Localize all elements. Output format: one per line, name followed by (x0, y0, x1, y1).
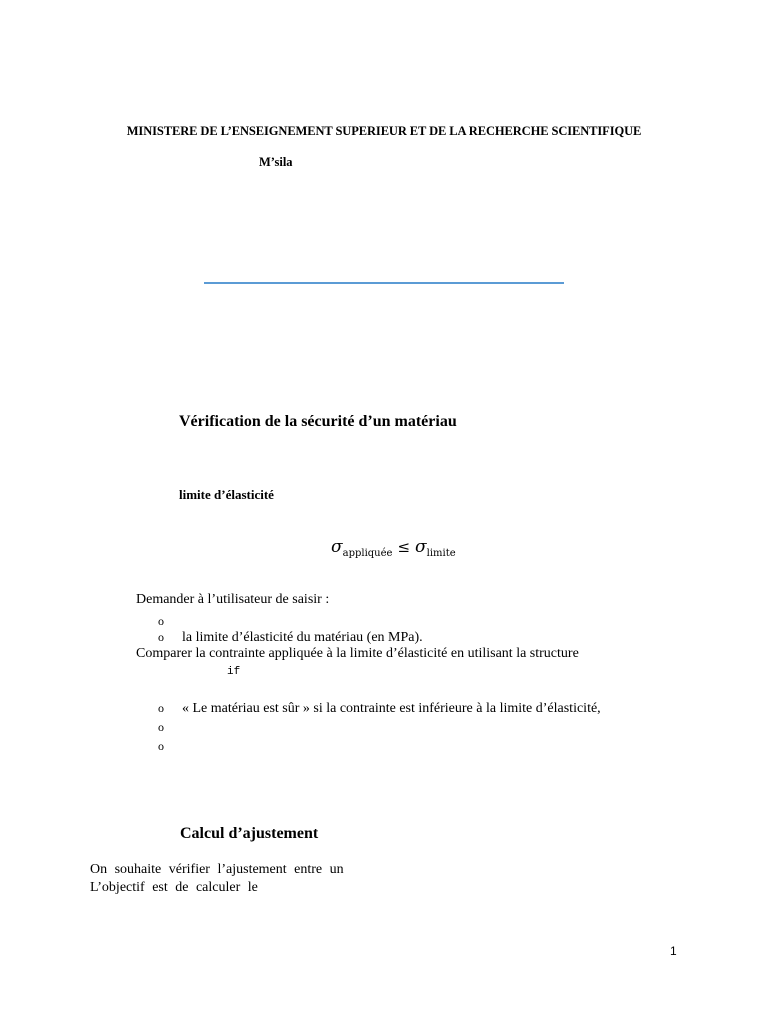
subtitle-elasticity: limite d’élasticité (179, 487, 274, 502)
result-list-item (158, 699, 601, 717)
compare-text: Comparer la contrainte appliquée à la limite d’élasticité en utilisant la structure (136, 646, 579, 661)
paragraph-line-1: On souhaite vérifier l’ajustement entre un (90, 862, 344, 877)
ministry-title: MINISTERE DE L’ENSEIGNEMENT SUPERIEUR ET DE LA RECHERCHE SCIENTIFIQUE (126, 124, 642, 138)
sigma-symbol-right: σ (415, 537, 427, 557)
instruction-text: Demander à l’utilisateur de saisir : (136, 592, 330, 607)
less-equal-operator: ≤ (397, 538, 411, 556)
bullet-marker: o (158, 720, 164, 734)
formula (331, 537, 456, 559)
section-title-adjustment: Calcul d’ajustement (180, 825, 319, 842)
city-name: M’sila (259, 155, 293, 169)
bullet-marker: o (158, 630, 164, 644)
section-title-verification: Vérification de la sécurité d’un matériau (179, 413, 457, 430)
result-list-item (158, 718, 178, 736)
list-item-text: la limite d’élasticité du matériau (en MPa). (182, 630, 423, 645)
code-keyword-if: if (227, 666, 241, 678)
paragraph-line-2: L’objectif est de calculer le (90, 880, 258, 895)
bullet-marker: o (158, 701, 164, 715)
result-list-item (158, 737, 178, 755)
bullet-marker: o (158, 614, 164, 628)
horizontal-rule (204, 282, 564, 284)
bullet-marker: o (158, 739, 164, 753)
list-item-text: « Le matériau est sûr » si la contrainte est inférieure à la limite d’élasticité, (182, 701, 601, 716)
subscript-appliquee: appliquée (342, 548, 393, 559)
page-number: 1 (670, 944, 677, 958)
input-list-item (158, 628, 423, 646)
subscript-limite: limite (426, 548, 456, 559)
sigma-symbol-left: σ (331, 537, 343, 557)
